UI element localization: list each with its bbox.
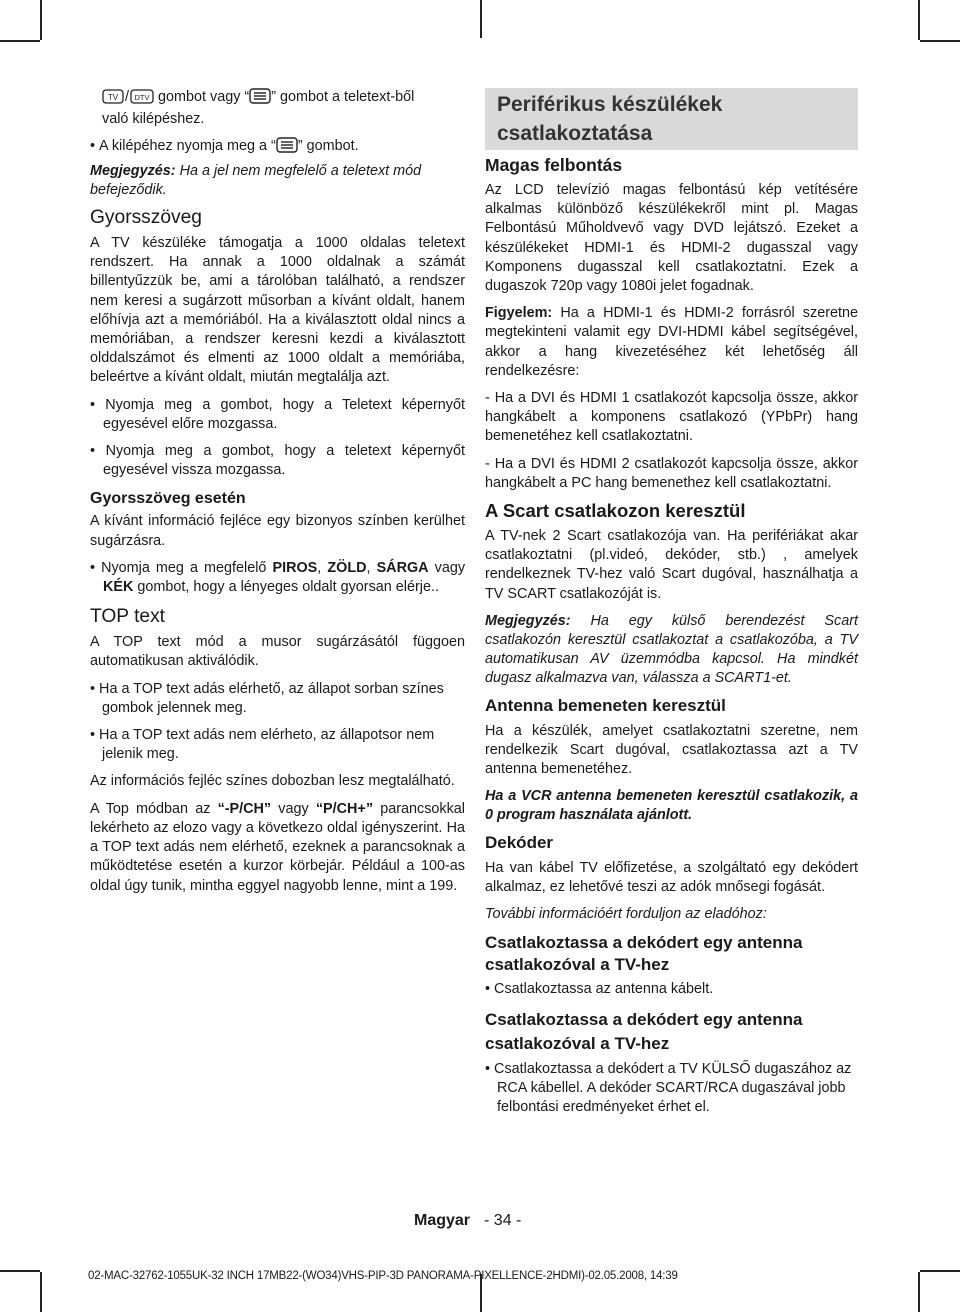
magas-text: Az LCD televízió magas felbontású kép vetítésére alkalmas különböző készülékekről mint pl. Magas Felbontású Műholdvevő vagy DVD lejátszó. Ezeket a készülékeket HDMI-1 és HDMI-2 dugasszal vagy Komponens dugasszal kell csatlakoztatni. Ezek a dugaszok 720p vagy 1080i jelet fogadnak. — [485, 182, 858, 295]
crop-mark — [920, 1270, 960, 1272]
heading-gyorsszoveg: Gyorsszöveg — [90, 207, 202, 229]
crop-mark — [918, 0, 920, 40]
eseten-text: A kívánt információ fejléce egy bizonyos színben kerülhet sugárzásra. — [90, 513, 465, 549]
teletext-icon — [249, 88, 271, 110]
list-item: • Ha a TOP text adás elérhető, az állapot sorban színes gombok jelennek meg. — [90, 680, 465, 718]
crop-mark — [920, 40, 960, 42]
page-number: - 34 - — [484, 1212, 522, 1229]
heading-connect-1: Csatlakoztassa a dekódert egy antenna csatlakozóval a TV-hez — [485, 933, 803, 975]
teletext-exit-line: TV / DTV gombot vagy “ ” gombot a teletext-ből való kilépéshez. — [102, 89, 415, 128]
heading-top-text: TOP text — [90, 606, 166, 628]
section-title: Periférikus készülékek csatlakoztatása — [485, 88, 858, 150]
top-text-p2: Az információs fejléc színes dobozban lesz megtalálható. — [90, 773, 455, 790]
gyorsszoveg-text: A TV készüléke támogatja a 1000 oldalas teletext rendszert. Ha annak a 1000 oldalnak a számát billentyűzzük be, ami a tárolóban található, a rendszer nem keresi a sugárzott műsorban a kívánt oldalt, hanem előhívja azt a memóriából. Ha a kiválasztott oldal nincs a memóriában, a rendszer keresni kezdi a kiválasztott olddalszámot és elmenti az 1000 oldalt a memóriába, beleértve a kívánt oldalt, miután megtalálja azt. — [90, 235, 465, 386]
scart-text: A TV-nek 2 Scart csatlakozója van. Ha perifériákat akar csatlakoztatni (pl.videó, dekóder, stb.) , amelyek rendelkeznek TV-hez való Scart dugóval, használhatja a TV SCART csatlakozóját is. — [485, 528, 858, 602]
crop-mark — [40, 0, 42, 40]
vcr-note: Ha a VCR antenna bemeneten keresztül csatlakozik, a 0 program használata ajánlott. — [485, 788, 858, 824]
figyelem-text: Figyelem: Ha a HDMI-1 és HDMI-2 forrásról szeretne megtekinteni valamit egy DVI-HDMI kábel segítségével, akkor a hang kivezetéséhez két lehetőség áll rendelkezésre: — [485, 305, 859, 379]
top-text-intro: A TOP text mód a musor sugárzásától függoen automatikusan aktiválódik. — [90, 634, 465, 670]
svg-text:TV: TV — [107, 93, 119, 102]
antenna-text: Ha a készülék, amelyet csatlakoztatni szeretne, nem rendelkezik Scart dugóval, csatlakoztassa azt a TV antenna bemenetéhez. — [485, 722, 858, 778]
list-item: • Csatlakoztassa a dekódert a TV KÜLSŐ dugaszához az RCA kábellel. A dekóder SCART/RCA dugaszával jobb felbontási eredményeket érhet el. — [485, 1060, 858, 1118]
heading-gyorsszoveg-eseten: Gyorsszöveg esetén — [90, 490, 246, 508]
heading-connect-2: Csatlakoztassa a dekódert egy antenna csatlakozóval a TV-hez — [485, 1009, 803, 1053]
dekoder-more: További információért forduljon az eladóhoz: — [485, 906, 767, 923]
top-text-p3: A Top módban az “-P/CH” vagy “P/CH+” parancsokkal lekérheto az elozo vagy a következo oldal igényszerint. Ha a TOP text adás nem elérhető, ezeknek a parancsoknak a működtetése esetén a kurzor körbejár. Például a 100-as oldal úgy tunik, mintha eggyel nagyobb lenne, mint a 199. — [90, 800, 465, 894]
dash-item: - Ha a DVI és HDMI 2 csatlakozót kapcsolja össze, akkor hangkábelt a PC hang bemenethez kell csatlakoztatni. — [485, 455, 858, 491]
dash-item: - Ha a DVI és HDMI 1 csatlakozót kapcsolja össze, akkor hangkábelt a komponens csatlakozó (YPbPr) hang bemenetéhez kell csatlakoztatni. — [485, 390, 858, 445]
print-slug: 02-MAC-32762-1055UK-32 INCH 17MB22-(WO34)VHS-PIP-3D PANORAMA-PIXELLENCE-2HDMI)-02.05.2008, 14:39 — [88, 1270, 678, 1282]
crop-mark — [918, 1272, 920, 1312]
page-footer — [414, 1212, 521, 1230]
crop-mark — [0, 40, 40, 42]
dekoder-text: Ha van kábel TV előfizetése, a szolgáltató egy dekódert alkalmaz, ez lehetővé teszi az adók mnősegi fogását. — [485, 859, 858, 895]
teletext-exit-bullet: • A kilépéhez nyomja meg a “ ” gombot. — [90, 137, 465, 159]
list-item: • Ha a TOP text adás nem elérheto, az állapotsor nem jelenik meg. — [90, 726, 465, 764]
list-item: • Nyomja meg a gombot, hogy a teletext képernyőt egyesével vissza mozgassa. — [90, 442, 465, 480]
teletext-icon — [276, 137, 298, 159]
list-item: • Csatlakoztassa az antenna kábelt. — [485, 980, 858, 999]
dtv-icon — [130, 89, 154, 110]
heading-magas-felbontas: Magas felbontás — [485, 155, 623, 175]
heading-dekoder: Dekóder — [485, 832, 554, 852]
crop-mark — [0, 1270, 40, 1272]
note-teletext: Megjegyzés: Ha a jel nem megfelelő a teletext mód befejeződik. — [90, 162, 422, 198]
crop-mark — [40, 1272, 42, 1312]
svg-text:DTV: DTV — [134, 93, 150, 102]
footer-language: Magyar — [414, 1212, 471, 1229]
crop-mark — [480, 0, 482, 38]
left-column — [90, 88, 465, 896]
list-item: • Nyomja meg a gombot, hogy a Teletext képernyőt egyesével előre mozgassa. — [90, 396, 465, 434]
heading-scart: A Scart csatlakozon keresztül — [485, 500, 746, 522]
scart-note: Megjegyzés: Ha egy külső berendezést Scart csatlakozón keresztül csatlakoztat a csatlakozóba, a TV automatikusan AV üzemmódba kapcsol. Ha mindkét dugasz alkalmazva van, válassza a SCART1-et. — [485, 612, 858, 687]
heading-antenna: Antenna bemeneten keresztül — [485, 695, 726, 715]
tv-icon — [102, 89, 124, 110]
right-column — [485, 88, 858, 1117]
list-item: • Nyomja meg a megfelelő PIROS, ZÖLD, SÁRGA vagy KÉK gombot, hogy a lényeges oldalt gyorsan elérje.. — [90, 559, 465, 597]
